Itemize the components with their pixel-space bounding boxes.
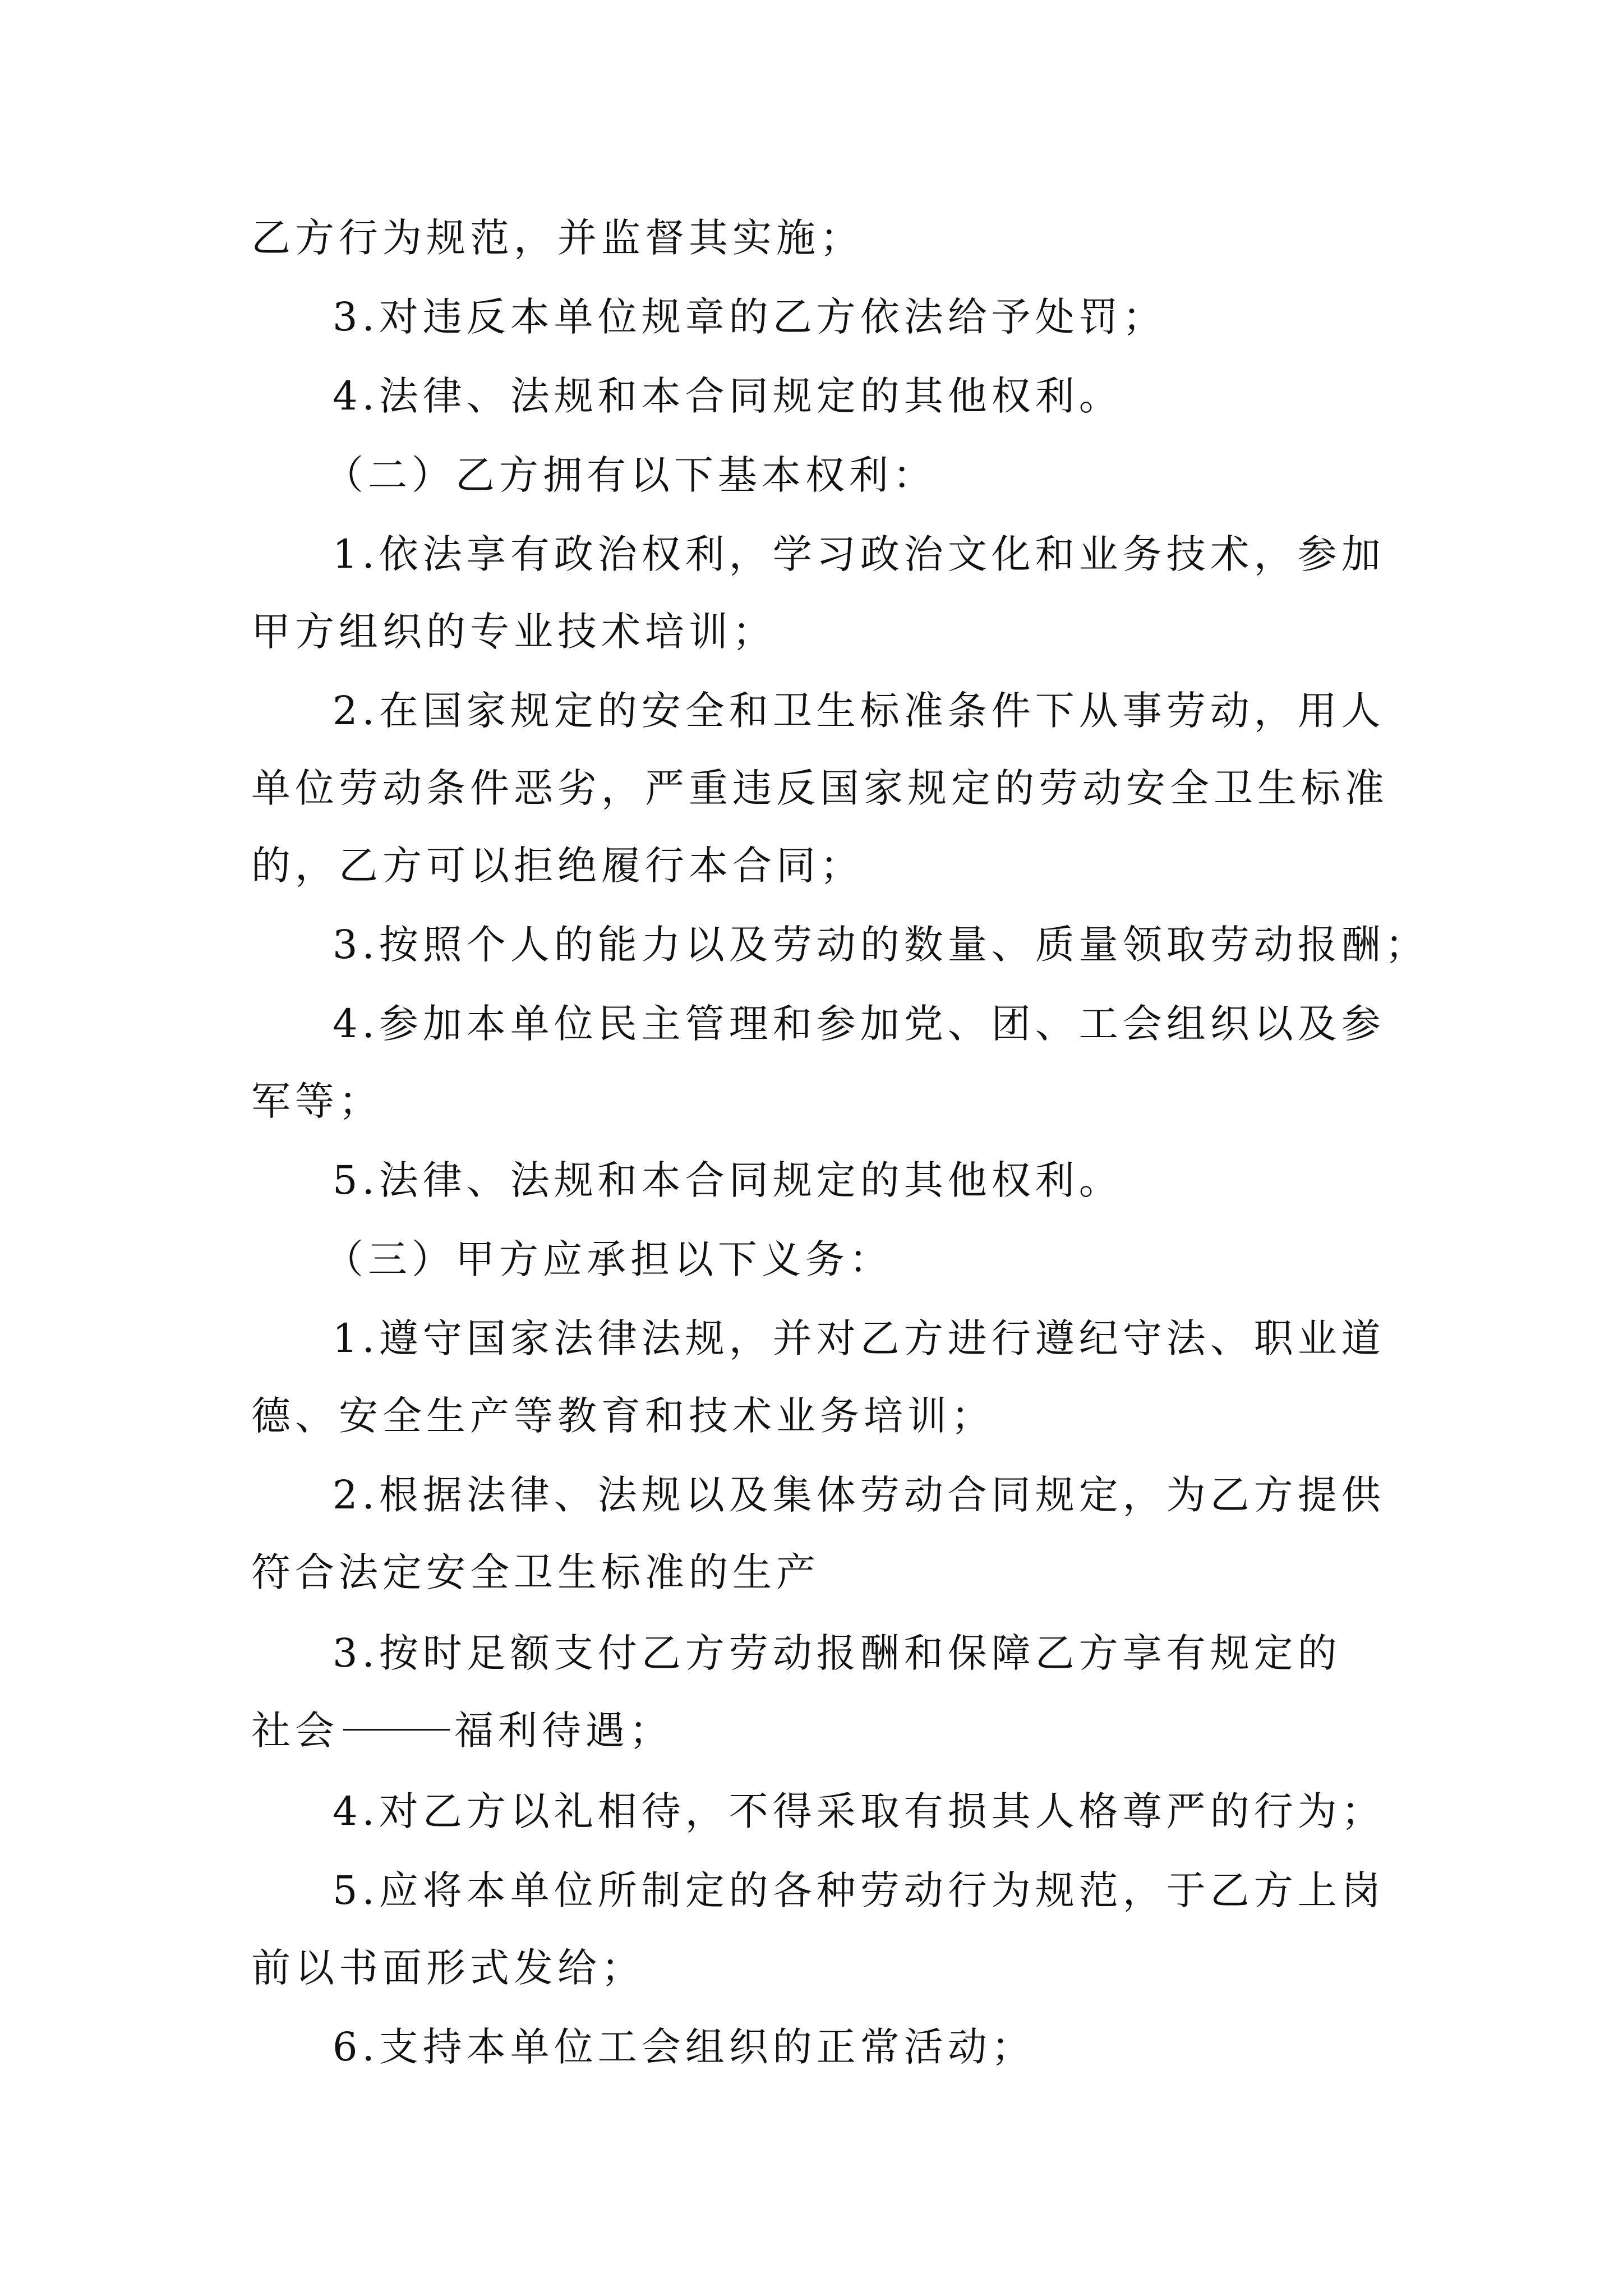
paragraph-line: 德、安全生产等教育和技术业务培训； [251, 1393, 995, 1439]
paragraph-line: 符合法定安全卫生标准的生产 [251, 1549, 820, 1595]
paragraph-line: 单位劳动条件恶劣，严重违反国家规定的劳动安全卫生标准 [251, 765, 1389, 811]
document-body [251, 199, 1429, 2086]
fill-in-blank [343, 1727, 450, 1731]
text-segment: 福利待遇； [454, 1708, 673, 1754]
paragraph-line: 4.对乙方以礼相待，不得采取有损其人格尊严的行为； [333, 1788, 1385, 1834]
paragraph-line: 5.应将本单位所制定的各种劳动行为规范，于乙方上岗 [333, 1867, 1385, 1913]
text-segment: 社会 [251, 1708, 339, 1754]
paragraph-line: 2.在国家规定的安全和卫生标准条件下从事劳动，用人 [333, 688, 1385, 734]
paragraph-line: 3.对违反本单位规章的乙方依法给予处罚； [333, 294, 1166, 340]
paragraph-line: 甲方组织的专业技术培训； [251, 609, 776, 655]
paragraph-line: 4.法律、法规和本合同规定的其他权利。 [333, 373, 1123, 419]
paragraph-line: 3.按时足额支付乙方劳动报酬和保障乙方享有规定的 [333, 1630, 1341, 1676]
paragraph-line: 2.根据法律、法规以及集体劳动合同规定，为乙方提供 [333, 1472, 1385, 1518]
paragraph-line: 5.法律、法规和本合同规定的其他权利。 [333, 1157, 1123, 1203]
section-heading: （二）乙方拥有以下基本权利： [324, 452, 937, 498]
paragraph-line: 1.遵守国家法律法规，并对乙方进行遵纪守法、职业道 [333, 1315, 1385, 1361]
paragraph-line: 1.依法享有政治权利，学习政治文化和业务技术，参加 [333, 531, 1385, 577]
paragraph-line: 3.按照个人的能力以及劳动的数量、质量领取劳动报酬； [333, 922, 1429, 968]
paragraph-line: 的，乙方可以拒绝履行本合同； [251, 843, 864, 889]
paragraph-line: 6.支持本单位工会组织的正常活动； [333, 2024, 1035, 2070]
paragraph-line: 军等； [251, 1078, 382, 1124]
section-heading: （三）甲方应承担以下义务： [324, 1236, 893, 1282]
paragraph-line: 乙方行为规范，并监督其实施； [251, 215, 864, 261]
paragraph-line: 4.参加本单位民主管理和参加党、团、工会组织以及参 [333, 1001, 1385, 1047]
paragraph-line: 前以书面形式发给； [251, 1945, 645, 1991]
paragraph-line-with-blank [251, 1692, 1378, 1769]
